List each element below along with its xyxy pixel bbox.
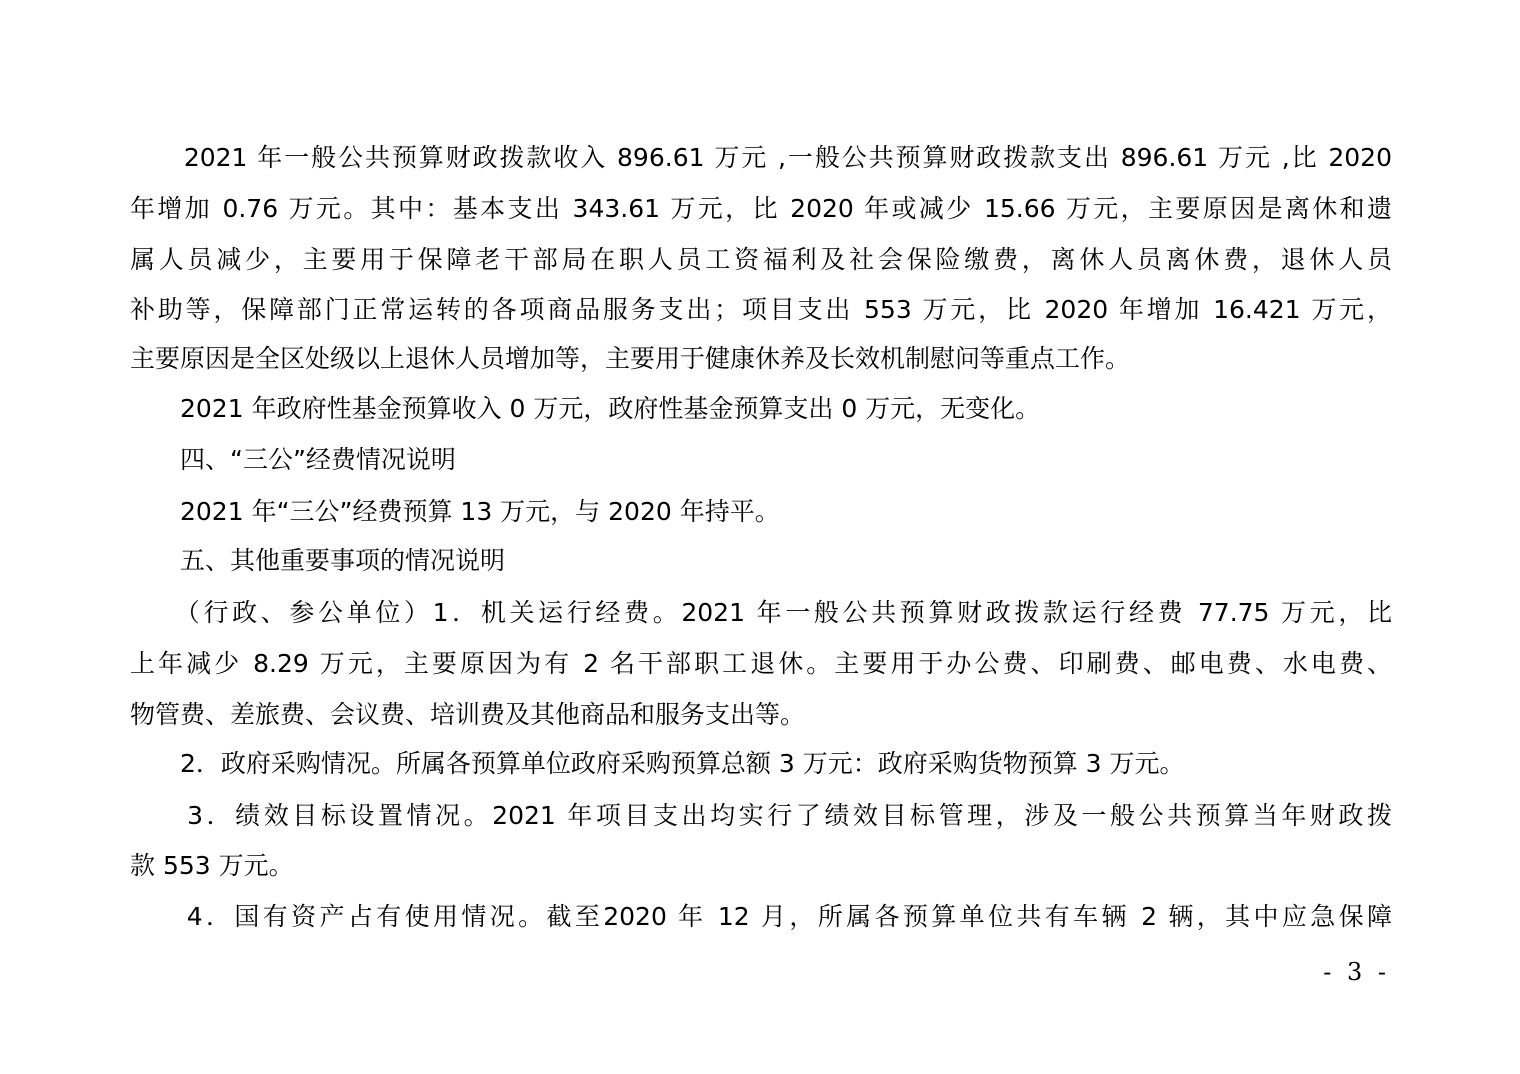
paragraph-line: 2021 年一般公共预算财政拨款收入 896.61 万元 ,一般公共预算财政拨款支出 896.61 万元 ,比 2020 — [130, 143, 1392, 172]
paragraph-line: （行政、参公单位）1．机关运行经费。2021 年一般公共预算财政拨款运行经费 77.75 万元，比 — [130, 598, 1392, 627]
paragraph-line: 主要原因是全区处级以上退休人员增加等，主要用于健康休养及长效机制慰问等重点工作。 — [130, 344, 1131, 373]
paragraph-line: 4．国有资产占有使用情况。截至2020 年 12 月，所属各预算单位共有车辆 2 辆，其中应急保障 — [130, 902, 1392, 931]
paragraph-line: 2．政府采购情况。所属各预算单位政府采购预算总额 3 万元：政府采购货物预算 3 万元。 — [130, 749, 1185, 778]
paragraph-line: 年增加 0.76 万元。其中：基本支出 343.61 万元，比 2020 年或减少 15.66 万元，主要原因是离休和遗 — [130, 194, 1392, 223]
section-heading: 五、其他重要事项的情况说明 — [130, 546, 506, 575]
paragraph-line: 属人员减少，主要用于保障老干部局在职人员工资福利及社会保险缴费，离休人员离休费，退休人员 — [130, 245, 1392, 274]
paragraph-line: 物管费、差旅费、会议费、培训费及其他商品和服务支出等。 — [130, 700, 806, 729]
paragraph-line: 2021 年“三公”经费预算 13 万元，与 2020 年持平。 — [130, 497, 780, 526]
paragraph-line: 补助等，保障部门正常运转的各项商品服务支出；项目支出 553 万元，比 2020 年增加 16.421 万元， — [130, 295, 1392, 324]
paragraph-line: 3．绩效目标设置情况。2021 年项目支出均实行了绩效目标管理，涉及一般公共预算当年财政拨 — [130, 801, 1392, 830]
paragraph-line: 上年减少 8.29 万元，主要原因为有 2 名干部职工退休。主要用于办公费、印刷费、邮电费、水电费、 — [130, 649, 1392, 678]
paragraph-line: 2021 年政府性基金预算收入 0 万元，政府性基金预算支出 0 万元，无变化。 — [130, 394, 1041, 423]
page-number: - 3 - — [1323, 958, 1390, 986]
paragraph-line: 款 553 万元。 — [130, 851, 294, 880]
section-heading: 四、“三公”经费情况说明 — [130, 445, 456, 474]
